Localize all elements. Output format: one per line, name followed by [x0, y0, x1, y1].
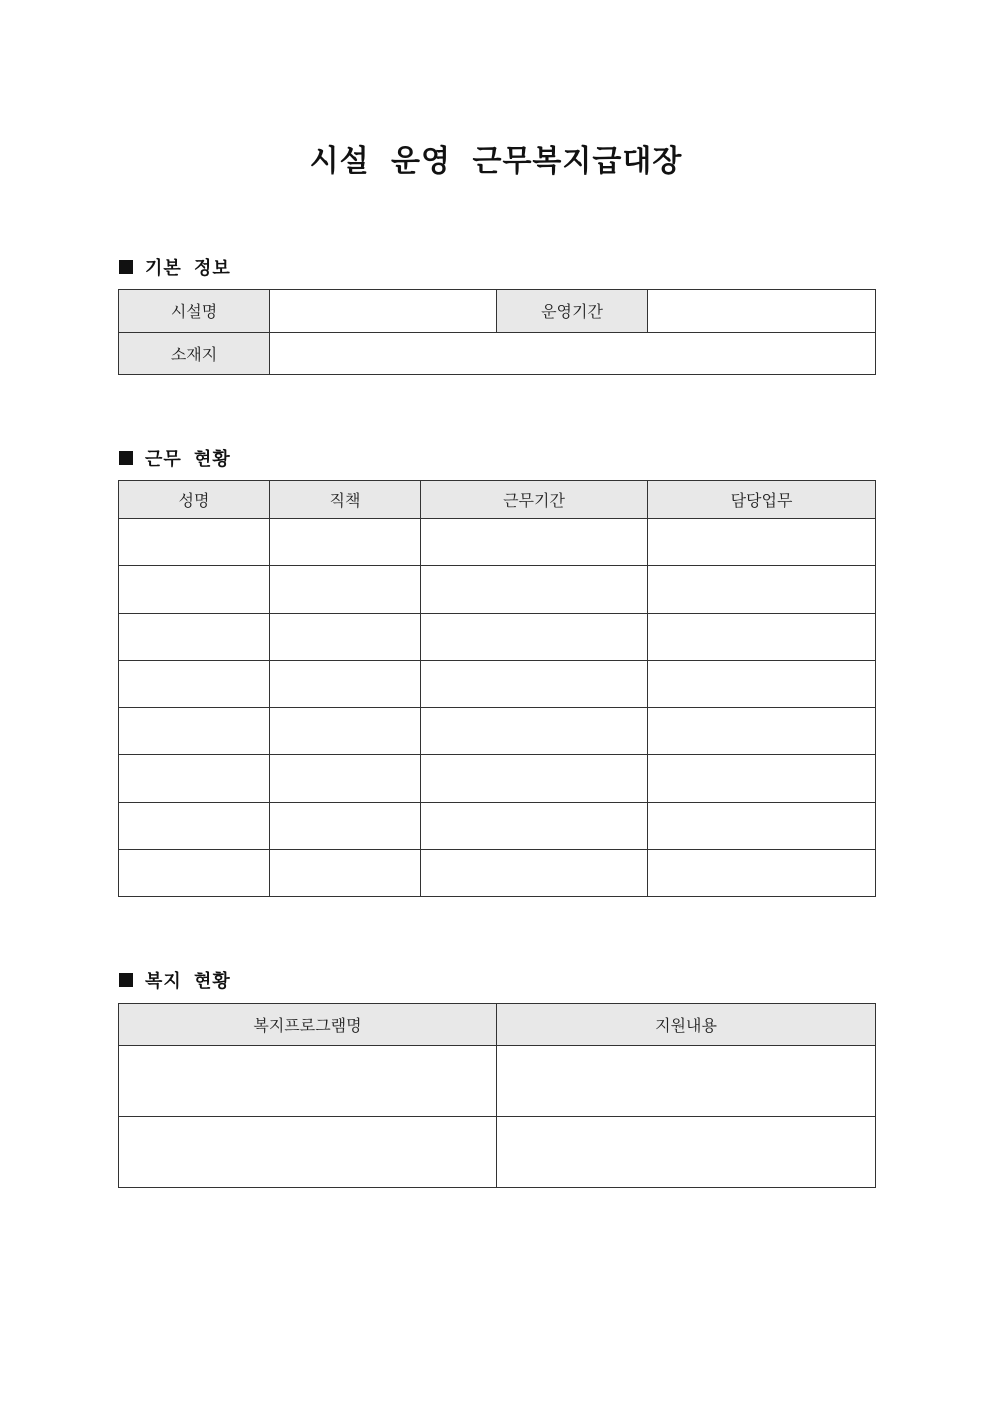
table-cell[interactable] [497, 1117, 876, 1188]
table-cell[interactable] [119, 660, 270, 707]
table-cell[interactable] [119, 1117, 497, 1188]
table-cell[interactable] [270, 519, 421, 566]
section-heading-label: 기본 정보 [145, 258, 231, 279]
section-heading-welfare-status [119, 967, 231, 993]
table-cell[interactable] [421, 613, 648, 660]
table-cell[interactable] [119, 802, 270, 849]
table-row [119, 802, 876, 849]
table-cell[interactable] [421, 802, 648, 849]
table-cell[interactable] [421, 755, 648, 802]
table-cell[interactable] [119, 755, 270, 802]
table-cell[interactable] [270, 708, 421, 755]
column-header-work-period: 근무기간 [421, 481, 648, 519]
section-heading-work-status [119, 445, 231, 471]
work-status-table [118, 480, 876, 897]
table-row [119, 1117, 876, 1188]
table-cell[interactable] [119, 613, 270, 660]
table-cell[interactable] [270, 802, 421, 849]
square-bullet-icon [119, 973, 133, 987]
table-cell[interactable] [119, 519, 270, 566]
table-row [119, 613, 876, 660]
table-row [119, 708, 876, 755]
table-row [119, 660, 876, 707]
table-cell[interactable] [270, 660, 421, 707]
square-bullet-icon [119, 260, 133, 274]
table-cell[interactable] [270, 566, 421, 613]
column-header-name: 성명 [119, 481, 270, 519]
location-field[interactable] [270, 332, 876, 375]
table-cell[interactable] [421, 519, 648, 566]
table-cell[interactable] [648, 802, 876, 849]
table-cell[interactable] [421, 708, 648, 755]
table-cell[interactable] [119, 850, 270, 897]
section-heading-label: 복지 현황 [145, 971, 231, 992]
table-cell[interactable] [119, 708, 270, 755]
location-label: 소재지 [119, 332, 270, 375]
table-row [119, 755, 876, 802]
section-heading-label: 근무 현황 [145, 449, 231, 470]
table-cell[interactable] [270, 850, 421, 897]
square-bullet-icon [119, 451, 133, 465]
table-cell[interactable] [270, 755, 421, 802]
column-header-support-details: 지원내용 [497, 1004, 876, 1046]
table-cell[interactable] [648, 660, 876, 707]
table-cell[interactable] [119, 1046, 497, 1117]
table-cell[interactable] [648, 519, 876, 566]
table-row [119, 519, 876, 566]
table-cell[interactable] [648, 850, 876, 897]
table-cell[interactable] [648, 755, 876, 802]
section-heading-basic-info [119, 254, 231, 280]
operation-period-field[interactable] [648, 290, 876, 333]
column-header-duties: 담당업무 [648, 481, 876, 519]
column-header-position: 직책 [270, 481, 421, 519]
table-cell[interactable] [648, 613, 876, 660]
table-row [119, 1046, 876, 1117]
column-header-program-name: 복지프로그램명 [119, 1004, 497, 1046]
table-cell[interactable] [497, 1046, 876, 1117]
facility-name-field[interactable] [270, 290, 497, 333]
table-cell[interactable] [648, 566, 876, 613]
basic-info-table [118, 289, 876, 375]
table-cell[interactable] [421, 850, 648, 897]
table-cell[interactable] [270, 613, 421, 660]
operation-period-label: 운영기간 [497, 290, 648, 333]
table-cell[interactable] [421, 566, 648, 613]
table-cell[interactable] [648, 708, 876, 755]
table-row [119, 850, 876, 897]
facility-name-label: 시설명 [119, 290, 270, 333]
table-row [119, 566, 876, 613]
page-title: 시설 운영 근무복지급대장 [309, 144, 683, 179]
welfare-status-table [118, 1003, 876, 1188]
table-cell[interactable] [421, 660, 648, 707]
table-cell[interactable] [119, 566, 270, 613]
